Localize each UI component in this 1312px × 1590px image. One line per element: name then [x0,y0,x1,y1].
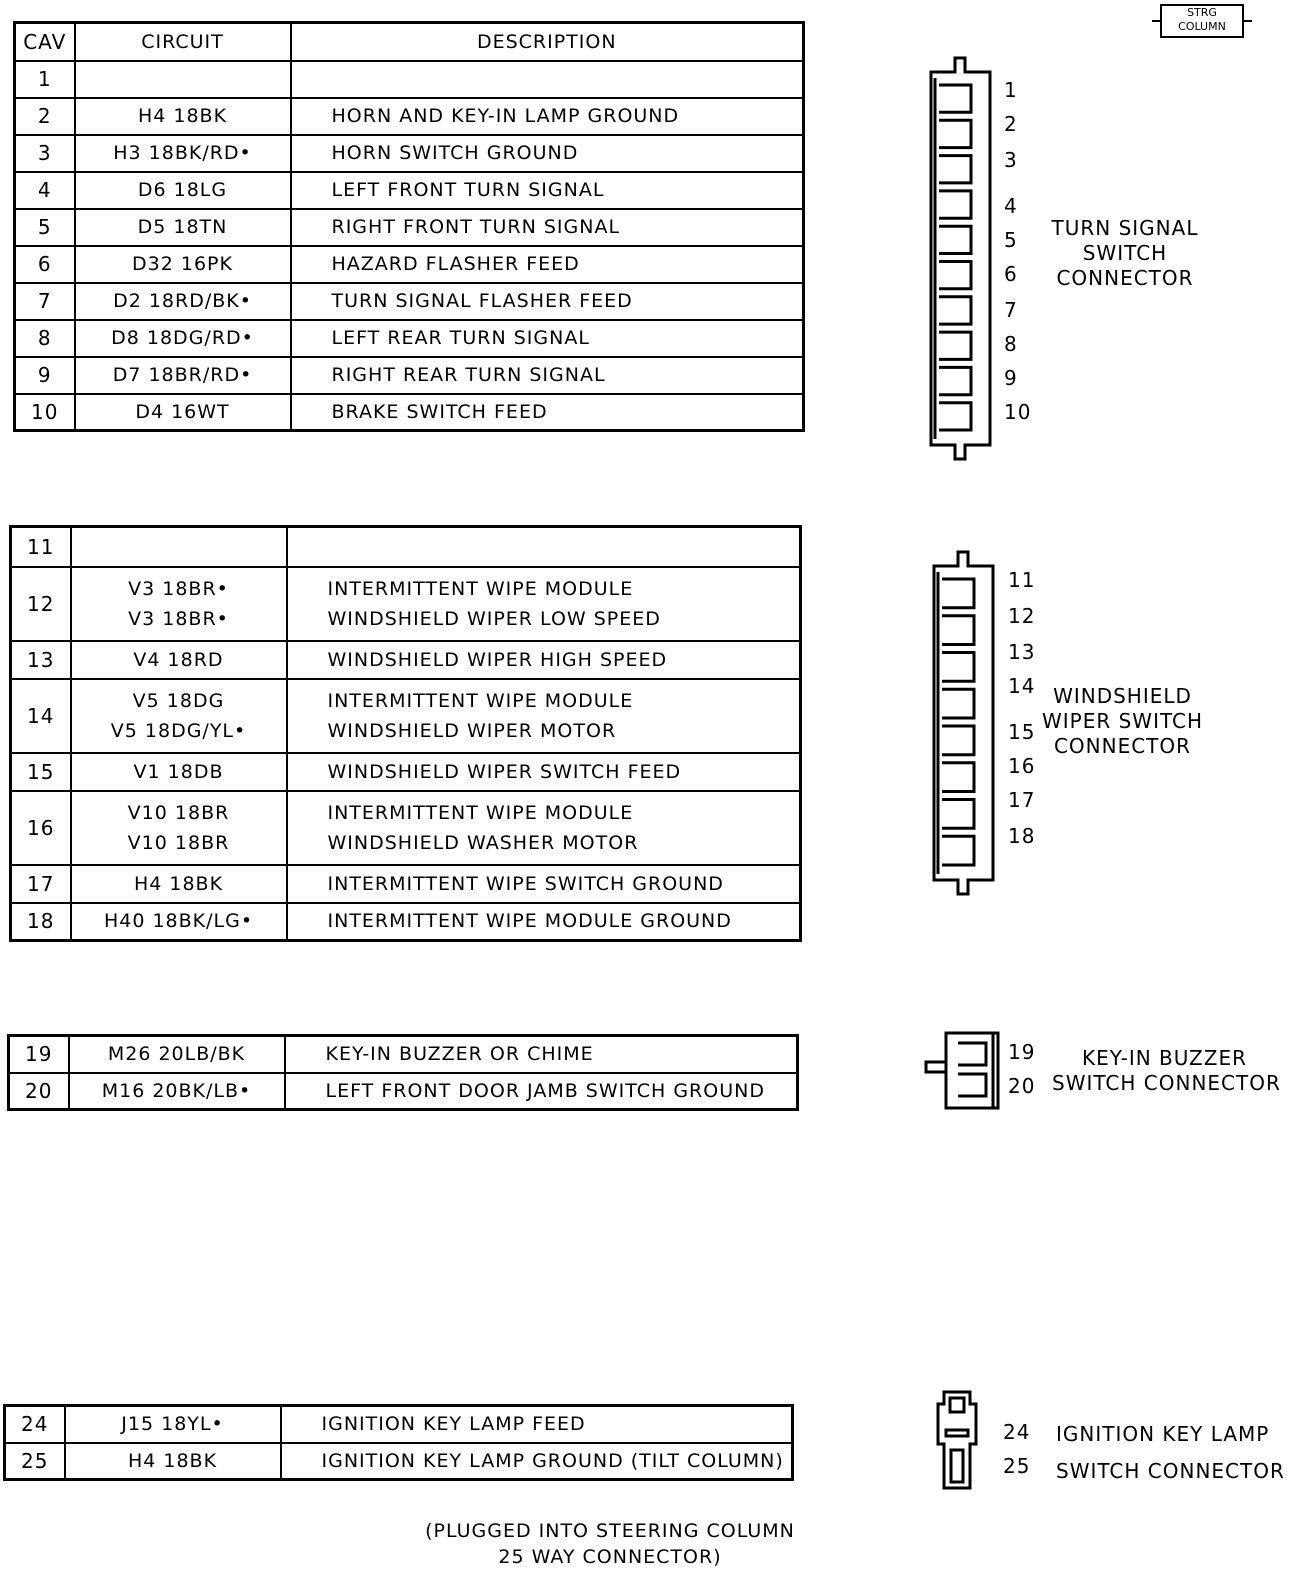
pin-number: 18 [1008,824,1036,848]
wiper-connector-terminal [942,763,974,792]
circuit-line: D4 16WT [135,400,230,423]
circuit-line: V10 18BR [127,831,230,854]
circuit-line: V1 18DB [133,760,224,783]
ignition-connector-terminal [951,1450,963,1482]
circuit-line: V5 18DG [132,689,225,712]
cav-cell: 14 [11,679,71,753]
description-line: HORN SWITCH GROUND [331,142,579,164]
description-line: WINDSHIELD WIPER MOTOR [327,719,617,742]
circuit-line: D2 18RD/BK• [113,290,252,312]
pin-number: 7 [1004,298,1018,322]
circuit-line: H4 18BK [127,1449,218,1472]
cav-cell: 6 [15,246,75,283]
circuit-line: D5 18TN [137,216,228,238]
ignition-connector-housing [938,1392,976,1488]
pin-number: 9 [1004,366,1018,390]
circuit-line: V3 18BR• [128,607,229,630]
description-line: IGNITION KEY LAMP FEED [321,1413,586,1436]
description-line: RIGHT FRONT TURN SIGNAL [331,216,621,238]
circuit-line: H40 18BK/LG• [103,910,254,933]
description-line: LEFT REAR TURN SIGNAL [331,327,590,349]
turn-signal-connector-terminal [939,191,971,218]
circuit-line: M26 20LB/BK [107,1043,246,1066]
cav-cell: 8 [15,320,75,357]
pin-number: 16 [1008,754,1036,778]
turn-signal-connector-terminal [939,85,971,112]
strg-column-line1: STRG [1187,6,1217,19]
pin-number: 15 [1008,720,1036,744]
circuit-line: D8 18DG/RD• [111,327,254,349]
pin-number: 8 [1004,332,1018,356]
description-line: LEFT FRONT TURN SIGNAL [331,179,605,201]
description-line: INTERMITTENT WIPE SWITCH GROUND [327,872,724,895]
wiper-connector-terminal [942,800,974,829]
pin-number: 3 [1004,148,1018,172]
pin-number: 11 [1008,568,1036,592]
footnote-line-2: 25 WAY CONNECTOR) [498,1546,722,1568]
cav-cell: 18 [11,903,71,941]
description-line: WINDSHIELD WIPER HIGH SPEED [327,648,668,671]
cav-cell: 25 [5,1443,65,1480]
description-line: WINDSHIELD WIPER SWITCH FEED [327,760,682,783]
pin-number: 14 [1008,674,1036,698]
wiper-connector-terminal [942,689,974,718]
wiper-connector-terminal [942,616,974,645]
circuit-line: D6 18LG [137,179,228,201]
cav-cell: 17 [11,865,71,903]
circuit-line: H3 18BK/RD• [113,142,252,164]
turn-signal-connector-terminal [939,367,971,394]
cav-cell: 19 [9,1036,69,1073]
cav-cell: 1 [15,61,75,98]
cav-cell: 3 [15,135,75,172]
wiper-connector-label: WINDSHIELD WIPER SWITCH CONNECTOR [1041,684,1204,758]
circuit-line: M16 20BK/LB• [101,1079,252,1102]
description-line: HAZARD FLASHER FEED [331,253,580,275]
description-line: WINDSHIELD WASHER MOTOR [327,831,639,854]
buzzer-connector-terminal [958,1074,986,1096]
circuit-line: D7 18BR/RD• [112,364,253,386]
turn-signal-connector-terminal [939,262,971,289]
circuit-line: V10 18BR [127,801,230,824]
description-line: IGNITION KEY LAMP GROUND (TILT COLUMN) [321,1449,784,1472]
header-description: DESCRIPTION [291,23,804,61]
pin-number: 4 [1004,194,1018,218]
description-line: INTERMITTENT WIPE MODULE [327,689,634,712]
pin-number: 13 [1008,640,1036,664]
footnote-line-1: (PLUGGED INTO STEERING COLUMN [425,1520,795,1542]
cav-cell: 24 [5,1406,65,1443]
cav-cell: 11 [11,527,71,567]
circuit-line: J15 18YL• [121,1413,224,1436]
description-line: INTERMITTENT WIPE MODULE GROUND [327,910,732,933]
pin-number: 24 [1003,1420,1031,1444]
circuit-line: V4 18RD [133,648,224,671]
circuit-line: V3 18BR• [128,577,229,600]
wiper-connector-terminal [942,653,974,682]
cav-cell: 4 [15,172,75,209]
wiper-connector-terminal [942,726,974,755]
pin-number: 1 [1004,78,1018,102]
pin-number: 6 [1004,262,1018,286]
circuit-line: H4 18BK [133,872,224,895]
pin-number: 10 [1004,400,1032,424]
turn-signal-connector-terminal [939,156,971,183]
pin-number: 25 [1003,1454,1031,1478]
cav-cell: 12 [11,567,71,641]
turn-signal-connector-housing [931,58,990,459]
circuit-line: V5 18DG/YL• [110,719,247,742]
buzzer-connector-tab [926,1062,946,1072]
wiper-connector-housing [934,552,993,894]
turn-signal-connector-terminal [939,332,971,359]
turn-signal-connector-terminal [939,226,971,253]
cav-cell: 20 [9,1073,69,1110]
cav-cell: 7 [15,283,75,320]
description-line: HORN AND KEY-IN LAMP GROUND [331,105,680,127]
description-line: KEY-IN BUZZER OR CHIME [325,1043,594,1066]
footnote [400,1518,820,1570]
cav-cell: 9 [15,357,75,394]
description-line: LEFT FRONT DOOR JAMB SWITCH GROUND [325,1079,765,1102]
pin-number: 20 [1008,1074,1036,1098]
turn-signal-connector-terminal [939,297,971,324]
turn-signal-connector-label: TURN SIGNAL SWITCH CONNECTOR [1051,216,1199,290]
description-line: INTERMITTENT WIPE MODULE [327,577,634,600]
buzzer-connector-terminal [958,1043,986,1065]
cav-cell: 15 [11,753,71,791]
circuit-line: H4 18BK [137,105,228,127]
description-line: INTERMITTENT WIPE MODULE [327,801,634,824]
strg-column-line2: COLUMN [1178,20,1226,33]
circuit-line: D32 16PK [132,253,233,275]
ignition-connector-slot [946,1430,968,1436]
header-cav: CAV [15,23,75,61]
pin-number: 17 [1008,788,1036,812]
description-line: WINDSHIELD WIPER LOW SPEED [327,607,661,630]
pin-number: 19 [1008,1040,1036,1064]
pin-number: 12 [1008,604,1036,628]
cav-cell: 5 [15,209,75,246]
cav-cell: 2 [15,98,75,135]
wiper-connector-terminal [942,836,974,865]
turn-signal-connector-terminal [939,403,971,430]
turn-signal-connector-terminal [939,120,971,147]
pin-number: 2 [1004,112,1018,136]
cav-cell: 10 [15,394,75,431]
description-line: BRAKE SWITCH FEED [331,400,548,423]
description-line: RIGHT REAR TURN SIGNAL [331,364,606,386]
header-circuit: CIRCUIT [75,23,291,61]
buzzer-connector-label: KEY-IN BUZZER SWITCH CONNECTOR [1052,1046,1281,1095]
description-line: TURN SIGNAL FLASHER FEED [331,290,633,312]
cav-cell: 13 [11,641,71,679]
ignition-connector-cap [950,1398,964,1412]
pin-number: 5 [1004,228,1018,252]
cav-cell: 16 [11,791,71,865]
wiper-connector-terminal [942,579,974,608]
ignition-connector-label: IGNITION KEY LAMP SWITCH CONNECTOR [1056,1422,1285,1483]
